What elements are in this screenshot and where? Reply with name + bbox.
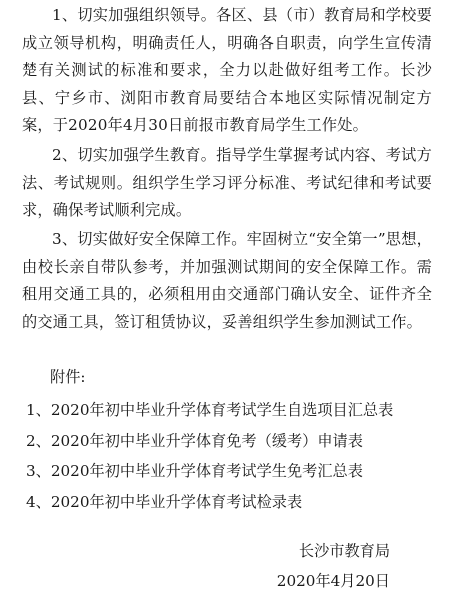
signature-date: 2020年4月20日 xyxy=(276,572,390,590)
attachment-item: 2、2020年初中毕业升学体育免考（缓考）申请表 xyxy=(26,431,363,450)
paragraph-safety-assurance: 3、切实做好安全保障工作。牢固树立“安全第一”思想，由校长亲自带队参考，并加强测试期间的安全保障工作。需租用交通工具的，必须租用由交通部门确认安全、证件齐全的交通工具，签订租赁协议，妥善组织学生参加测试工作。 xyxy=(22,230,432,331)
signature-organization: 长沙市教育局 xyxy=(298,542,390,560)
paragraph-student-education: 2、切实加强学生教育。指导学生掌握考试内容、考试方法、考试规则。组织学生学习评分标准、考试纪律和考试要求，确保考试顺利完成。 xyxy=(22,146,432,219)
attachments-list xyxy=(26,395,393,517)
attachment-item: 1、2020年初中毕业升学体育考试学生自选项目汇总表 xyxy=(26,401,394,419)
attachment-item: 4、2020年初中毕业升学体育考试检录表 xyxy=(26,492,303,511)
paragraph-organization-leadership: 1、切实加强组织领导。各区、县（市）教育局和学校要成立领导机构，明确责任人，明确各自职责，向学生宣传清楚有关测试的标准和要求，全力以赴做好组考工作。长沙县、宁乡市、浏阳市教育局要结合本地区实际情况制定方案，于2020年4月30日前报市教育局学生工作处。 xyxy=(22,6,432,134)
attachments-title: 附件: xyxy=(50,368,86,386)
attachment-item: 3、2020年初中毕业升学体育考试学生免考汇总表 xyxy=(26,462,363,480)
